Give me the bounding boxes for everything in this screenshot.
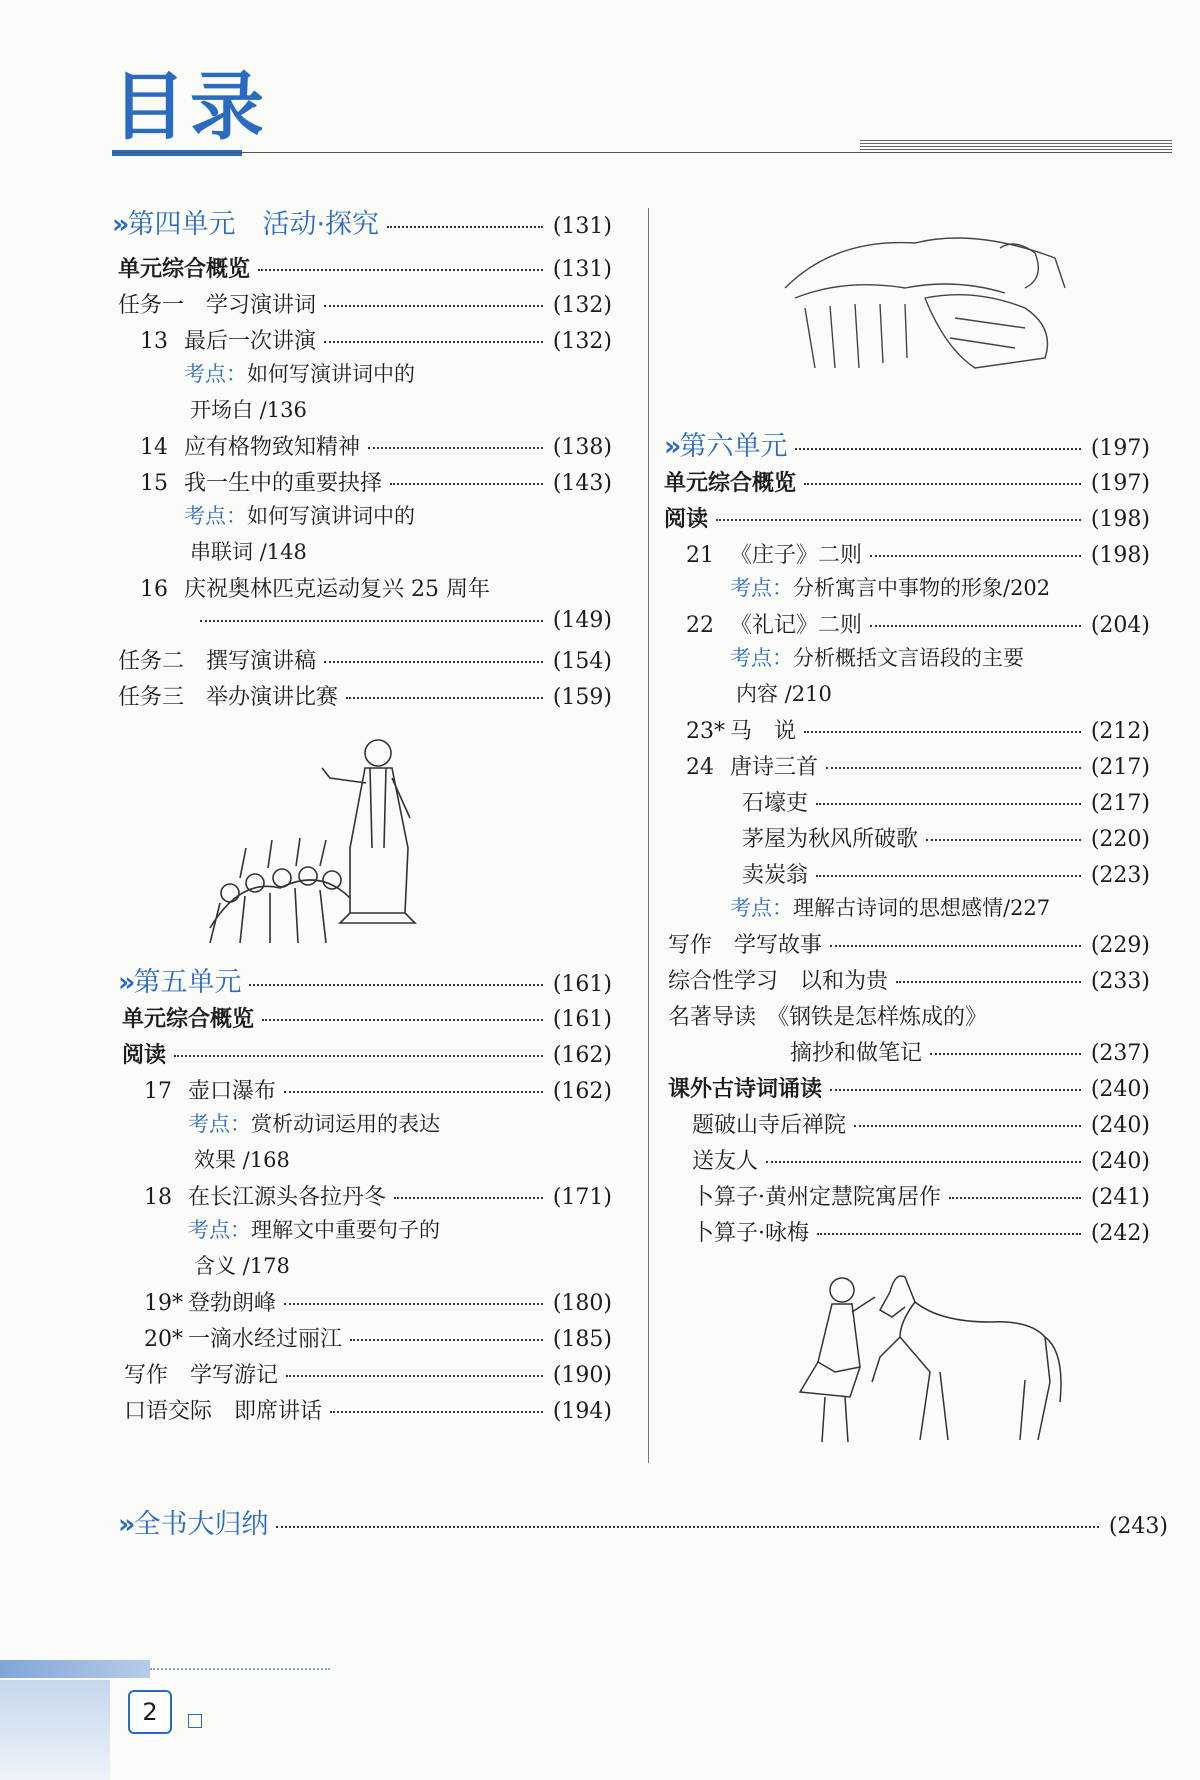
exam-point-note-cont: 内容 /210: [736, 682, 832, 706]
toc-entry[interactable]: 课外古诗词诵读 (240): [668, 1077, 1150, 1102]
toc-entry[interactable]: 题破山寺后禅院 (240): [692, 1113, 1150, 1138]
toc-unit-summary[interactable]: » 全书大归纳 (243): [118, 1509, 1168, 1540]
toc-entry-cont[interactable]: (149): [200, 608, 612, 633]
toc-entry[interactable]: 送友人 (240): [692, 1149, 1150, 1174]
exam-point-note: 考点：赏析动词运用的表达: [188, 1112, 440, 1136]
page-number: 2: [128, 1690, 172, 1734]
toc-entry[interactable]: 卖炭翁 (223): [742, 863, 1150, 888]
exam-point-note-cont: 串联词 /148: [190, 540, 307, 564]
toc-entry[interactable]: 单元综合概览 (197): [664, 471, 1150, 496]
toc-entry[interactable]: 阅读 (162): [122, 1043, 612, 1068]
title-underline: [112, 152, 1172, 153]
man-and-horse-illustration: [780, 1262, 1080, 1452]
toc-unit-5[interactable]: » 第五单元 (161): [118, 967, 612, 998]
speaker-illustration: [200, 728, 460, 948]
toc-entry[interactable]: 16 庆祝奥林匹克运动复兴 25 周年: [140, 577, 490, 602]
toc-entry[interactable]: 19* 登勃朗峰 (180): [144, 1291, 612, 1316]
chevron-right-icon: »: [112, 209, 126, 240]
title-hatch-rule: [860, 140, 1172, 150]
toc-entry[interactable]: 写作 学写游记 (190): [124, 1363, 612, 1388]
toc-entry[interactable]: 17 壶口瀑布 (162): [144, 1079, 612, 1104]
toc-unit-6[interactable]: » 第六单元 (197): [664, 431, 1150, 462]
toc-entry[interactable]: 任务二 撰写演讲稿 (154): [118, 649, 612, 674]
toc-entry[interactable]: 24 唐诗三首 (217): [686, 755, 1150, 780]
square-icon: [188, 1714, 202, 1728]
toc-entry[interactable]: 卜算子·黄州定慧院寓居作 (241): [692, 1185, 1150, 1210]
toc-entry[interactable]: 综合性学习 以和为贵 (233): [668, 969, 1150, 994]
toc-entry[interactable]: 卜算子·咏梅 (242): [692, 1221, 1150, 1246]
waterfall-illustration: [775, 218, 1075, 388]
exam-point-note: 考点：理解古诗词的思想感情/227: [730, 896, 1051, 920]
exam-point-note-cont: 效果 /168: [194, 1148, 290, 1172]
exam-point-note: 考点：如何写演讲词中的: [184, 504, 415, 528]
toc-entry[interactable]: 单元综合概览 (161): [122, 1007, 612, 1032]
chevron-right-icon: »: [664, 431, 678, 462]
toc-entry[interactable]: 14 应有格物致知精神 (138): [140, 435, 612, 460]
exam-point-note: 考点：分析寓言中事物的形象/202: [730, 576, 1051, 600]
title-underline-accent: [112, 150, 242, 156]
corner-decoration: [0, 1680, 110, 1780]
chevron-right-icon: »: [118, 967, 132, 998]
toc-entry[interactable]: 茅屋为秋风所破歌 (220): [742, 827, 1150, 852]
toc-entry[interactable]: 名著导读 《钢铁是怎样炼成的》: [668, 1005, 988, 1030]
toc-entry[interactable]: 任务三 举办演讲比赛 (159): [118, 685, 612, 710]
footer-dotted-line: [150, 1668, 330, 1670]
toc-entry[interactable]: 18 在长江源头各拉丹冬 (171): [144, 1185, 612, 1210]
toc-entry-cont[interactable]: 摘抄和做笔记 (237): [790, 1041, 1150, 1066]
toc-entry[interactable]: 口语交际 即席讲话 (194): [124, 1399, 612, 1424]
toc-entry[interactable]: 20* 一滴水经过丽江 (185): [144, 1327, 612, 1352]
toc-entry[interactable]: 写作 学写故事 (229): [668, 933, 1150, 958]
toc-unit-4[interactable]: » 第四单元 活动·探究 (131): [112, 209, 612, 240]
page-title: 目录: [112, 64, 268, 150]
column-divider: [648, 208, 649, 1463]
toc-entry[interactable]: 任务一 学习演讲词 (132): [118, 293, 612, 318]
toc-entry[interactable]: 阅读 (198): [664, 507, 1150, 532]
exam-point-note: 考点：分析概括文言语段的主要: [730, 646, 1024, 670]
exam-point-note: 考点：如何写演讲词中的: [184, 362, 415, 386]
toc-entry[interactable]: 石壕吏 (217): [742, 791, 1150, 816]
toc-entry[interactable]: 15 我一生中的重要抉择 (143): [140, 471, 612, 496]
exam-point-note-cont: 开场白 /136: [190, 398, 307, 422]
toc-entry[interactable]: 13 最后一次讲演 (132): [140, 329, 612, 354]
exam-point-note: 考点：理解文中重要句子的: [188, 1218, 440, 1242]
chevron-right-icon: »: [118, 1509, 132, 1540]
footer-band: [0, 1660, 150, 1678]
toc-entry[interactable]: 单元综合概览 (131): [118, 257, 612, 282]
toc-entry[interactable]: 21 《庄子》二则 (198): [686, 543, 1150, 568]
toc-entry[interactable]: 22 《礼记》二则 (204): [686, 613, 1150, 638]
exam-point-note-cont: 含义 /178: [194, 1254, 290, 1278]
toc-entry[interactable]: 23* 马 说 (212): [686, 719, 1150, 744]
